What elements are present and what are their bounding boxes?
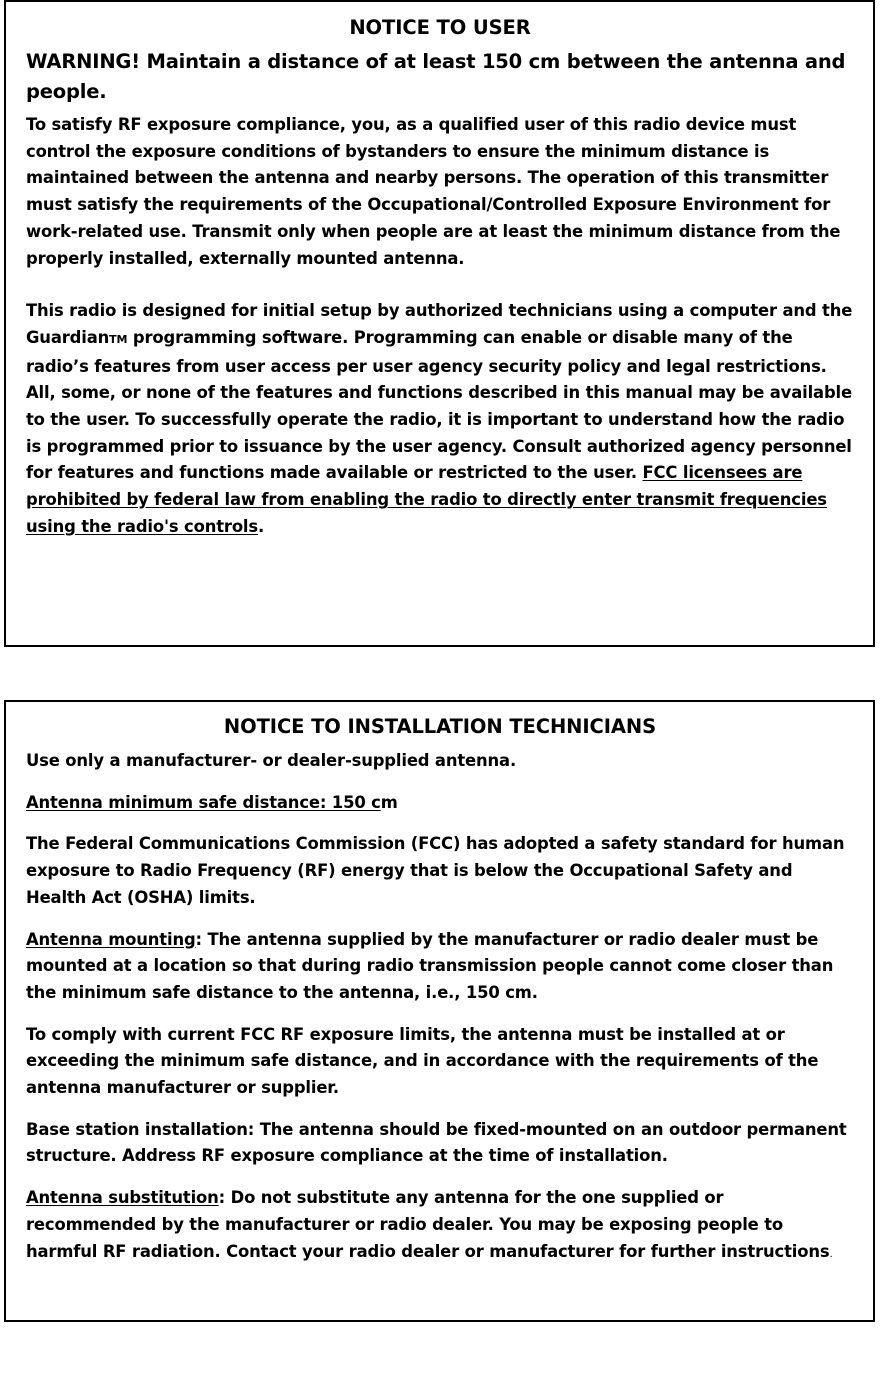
min-safe-distance-unit: m bbox=[380, 792, 398, 812]
trademark-symbol: TM bbox=[109, 332, 128, 346]
radio-setup-paragraph bbox=[26, 298, 854, 540]
antenna-mounting-text: : The antenna supplied by the manufacturer or radio dealer must be mounted at a location so that during radio transmission people cannot come closer than the minimum safe distance to the antenna, i.e., 150 cm. bbox=[26, 929, 834, 1002]
fcc-standard-paragraph: The Federal Communications Commission (FCC) has adopted a safety standard for human exposure to Radio Frequency (RF) energy that is below the Occupational Safety and Health Act (OSHA) limits. bbox=[26, 834, 845, 907]
min-safe-distance-label: Antenna minimum safe distance: 150 c bbox=[26, 792, 381, 812]
radio-setup-text-a: This radio is designed for initial setup by authorized technicians using a computer and the Guardian bbox=[26, 301, 853, 347]
base-station-paragraph: Base station installation: The antenna should be fixed-mounted on an outdoor permanent structure. Address RF exposure compliance at the time of installation. bbox=[26, 1119, 847, 1166]
antenna-mounting-label: Antenna mounting bbox=[26, 929, 196, 949]
rf-exposure-paragraph: To satisfy RF exposure compliance, you, as a qualified user of this radio device must control the exposure conditions of bystanders to ensure the minimum distance is maintained between the antenna and nearby persons. The operation of this transmitter must satisfy the requirements of the Occupational/Controlled Exposure Environment for work-related use. Transmit only when people are at least the minimum distance from the properly installed, externally mounted antenna. bbox=[26, 115, 841, 268]
antenna-substitution-period: . bbox=[829, 1248, 833, 1260]
fcc-compliance-paragraph: To comply with current FCC RF exposure limits, the antenna must be installed at or exceeding the minimum safe distance, and in accordance with the requirements of the antenna manufacturer or supplier. bbox=[26, 1024, 819, 1098]
notice-to-technicians-title: NOTICE TO INSTALLATION TECHNICIANS bbox=[223, 715, 657, 738]
notice-to-user-title: NOTICE TO USER bbox=[349, 16, 531, 39]
antenna-only-text: Use only a manufacturer- or dealer-supplied antenna. bbox=[26, 751, 517, 770]
antenna-substitution-paragraph bbox=[26, 1185, 854, 1268]
fcc-licensee-prohibition: FCC licensees are prohibited by federal law from enabling the radio to directly enter transmit frequencies using the radio's controls bbox=[26, 463, 827, 536]
antenna-substitution-label: Antenna substitution bbox=[26, 1188, 219, 1208]
notice-to-user-box bbox=[4, 0, 875, 647]
antenna-mounting-paragraph bbox=[26, 927, 854, 1007]
antenna-substitution-text: : Do not substitute any antenna for the one supplied or recommended by the manufacturer or radio dealer. You may be exposing people to harmful RF radiation. Contact your radio dealer or manufacturer for further instructions bbox=[26, 1188, 830, 1261]
notice-to-technicians-box bbox=[4, 700, 875, 1322]
radio-setup-period: . bbox=[258, 516, 265, 536]
min-safe-distance bbox=[26, 790, 854, 817]
radio-setup-text-b: programming software. Programming can enable or disable many of the radio’s features from user access per user agency security policy and legal restrictions. All, some, or none of the features and functions described in this manual may be available to the user. To successfully operate the radio, it is important to understand how the radio is programmed prior to issuance by the user agency. Consult authorized agency personnel for features and functions made available or restricted to the user. bbox=[26, 327, 852, 483]
warning-text: WARNING! Maintain a distance of at least 150 cm between the antenna and people. bbox=[26, 50, 846, 103]
